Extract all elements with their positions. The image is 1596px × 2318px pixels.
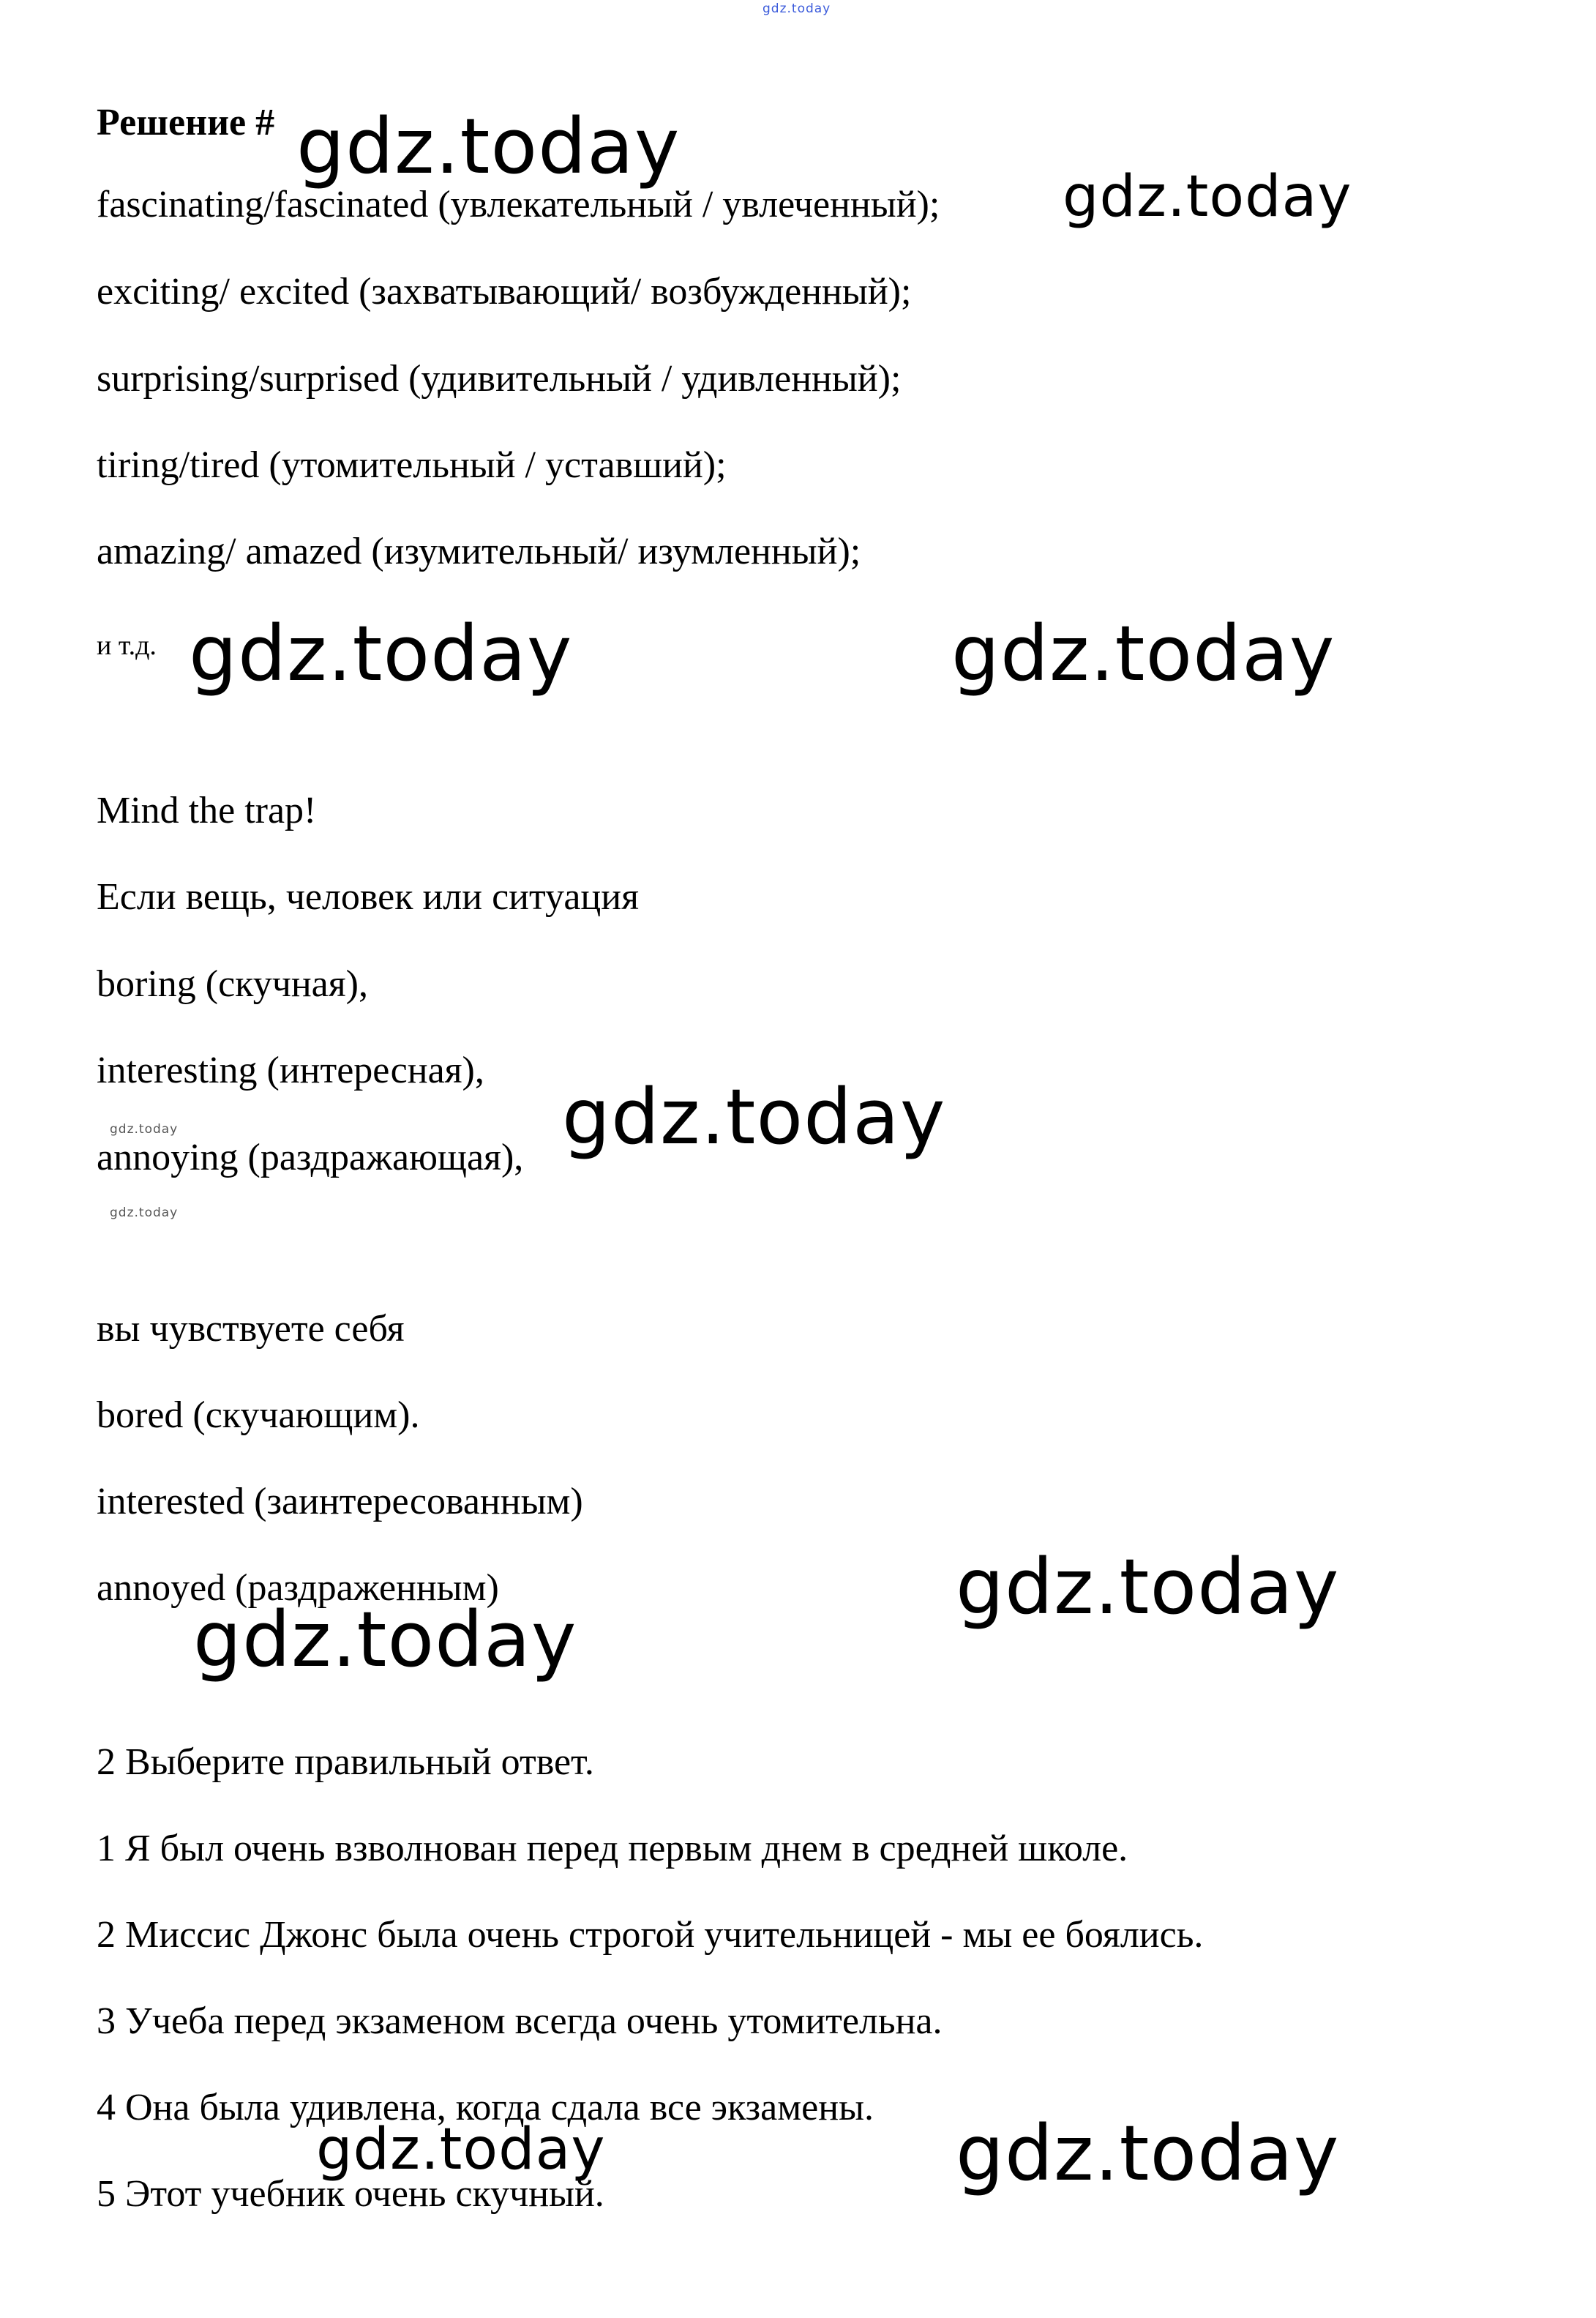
text-line-1: fascinating/fascinated (увлекательный / увлеченный); [97, 184, 940, 225]
task2-item-3: 3 Учеба перед экзаменом всегда очень утомительна. [97, 2000, 943, 2042]
task2-item-1: 1 Я был очень взволнован перед первым днем в средней школе. [97, 1828, 1128, 1869]
watermark-5: gdz.today [562, 1072, 946, 1162]
text-line-5: amazing/ amazed (изумительный/ изумленный); [97, 531, 861, 572]
task2-item-4: 4 Она была удивлена, когда сдала все экзамены. [97, 2087, 874, 2128]
text-line-etc: и т.д. [97, 630, 157, 661]
task2-title: 2 Выберите правильный ответ. [97, 1741, 594, 1783]
trap-adjective-interesting: interesting (интересная), [97, 1050, 484, 1091]
trap-adjective-interested: interested (заинтересованным) [97, 1481, 583, 1522]
watermark-4: gdz.today [951, 609, 1335, 698]
watermark-tiny-2: gdz.today [110, 1205, 179, 1220]
watermark-top: gdz.today [763, 1, 831, 16]
task2-item-2: 2 Миссис Джонс была очень строгой учительницей - мы ее боялись. [97, 1914, 1204, 1956]
trap-feel: вы чувствуете себя [97, 1308, 405, 1350]
text-line-4: tiring/tired (утомительный / уставший); [97, 444, 727, 486]
watermark-9: gdz.today [956, 2109, 1340, 2198]
task2-item-5: 5 Этот учебник очень скучный. [97, 2173, 604, 2215]
watermark-2: gdz.today [1063, 164, 1352, 230]
trap-adjective-annoying: annoying (раздражающая), [97, 1137, 524, 1178]
trap-title: Mind the trap! [97, 790, 317, 831]
text-line-3: surprising/surprised (удивительный / удивленный); [97, 358, 902, 400]
solution-heading: Решение # [97, 102, 275, 143]
watermark-7: gdz.today [193, 1595, 577, 1684]
trap-adjective-boring: boring (скучная), [97, 963, 368, 1005]
trap-intro: Если вещь, человек или ситуация [97, 876, 639, 918]
watermark-tiny-1: gdz.today [110, 1122, 179, 1137]
watermark-6: gdz.today [956, 1542, 1340, 1631]
watermark-8: gdz.today [316, 2117, 606, 2183]
watermark-3: gdz.today [189, 609, 573, 698]
trap-adjective-annoyed: annoyed (раздраженным) [97, 1567, 499, 1609]
text-line-2: exciting/ excited (захватывающий/ возбужденный); [97, 271, 912, 313]
watermark-1: gdz.today [296, 102, 681, 191]
trap-adjective-bored: bored (скучающим). [97, 1394, 420, 1436]
